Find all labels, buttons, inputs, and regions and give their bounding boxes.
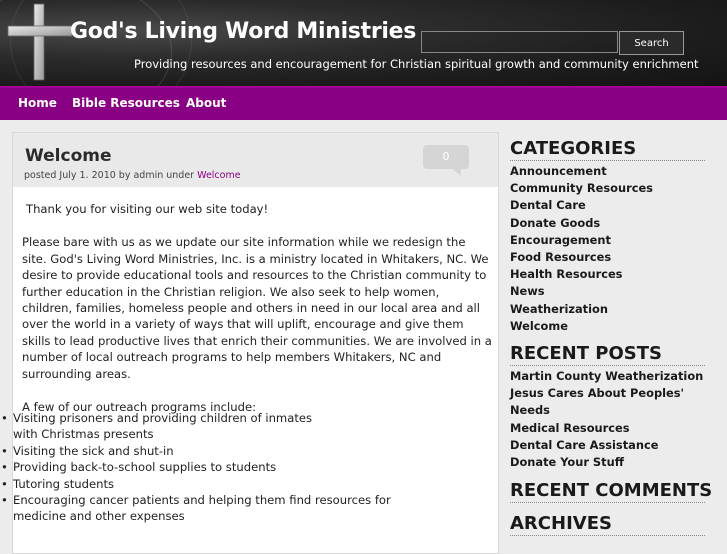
nav-item-about[interactable]: About	[186, 96, 227, 110]
search-input[interactable]	[421, 31, 618, 53]
post-header	[13, 133, 498, 187]
list-item	[1, 476, 493, 492]
site-header	[0, 0, 727, 86]
category-link[interactable]: Food Resources	[510, 250, 612, 265]
bullet-icon: •	[1, 443, 8, 458]
nav-item-home[interactable]: Home	[18, 96, 57, 110]
category-link[interactable]: Dental Care	[510, 198, 586, 213]
recent-post-link[interactable]: Donate Your Stuff	[510, 455, 624, 470]
list-item-text: Encouraging cancer patients and helping them find resources for	[13, 493, 391, 508]
list-item	[1, 459, 493, 475]
category-link[interactable]: News	[510, 284, 545, 299]
recent-post-link[interactable]: Medical Resources	[510, 420, 630, 435]
category-link[interactable]: Announcement	[510, 164, 607, 178]
bullet-icon: •	[1, 411, 8, 425]
recent-post-link[interactable]: Martin County Weatherization	[510, 369, 704, 384]
bullet-icon: •	[1, 476, 8, 491]
post-meta-text: posted July 1. 2010 by admin under	[24, 170, 198, 181]
bullet-icon: •	[1, 493, 8, 508]
category-link[interactable]: Donate Goods	[510, 215, 601, 230]
recent-posts-list	[510, 368, 705, 471]
post-intro: Thank you for visiting our web site today!	[26, 202, 269, 216]
category-link[interactable]: Welcome	[510, 318, 568, 333]
post-programs-intro: A few of our outreach programs include:	[22, 400, 257, 415]
list-item	[1, 492, 493, 525]
comment-count-bubble[interactable]: 0	[423, 145, 469, 169]
recent-comments-heading: RECENT COMMENTS	[510, 480, 713, 502]
site-tagline: Providing resources and encouragement for Christian spiritual growth and community enrichment	[134, 57, 699, 71]
post-body	[22, 201, 492, 415]
category-link[interactable]: Weatherization	[510, 301, 608, 316]
categories-list	[510, 163, 705, 335]
list-item-text: Providing back-to-school supplies to students	[13, 460, 277, 475]
category-link[interactable]: Community Resources	[510, 181, 653, 196]
sidebar	[510, 132, 713, 536]
site-title[interactable]: God's Living Word Ministries	[70, 19, 417, 44]
nav-item-bible-resources[interactable]: Bible Resources	[72, 96, 180, 110]
search-button[interactable]: Search	[619, 31, 684, 55]
recent-posts-heading: RECENT POSTS	[510, 343, 705, 366]
main-nav	[0, 86, 727, 120]
cross-logo-icon	[4, 2, 76, 82]
list-item-text: medicine and other expenses	[13, 509, 185, 524]
bullet-icon: •	[1, 460, 8, 475]
category-link[interactable]: Health Resources	[510, 267, 623, 282]
list-item	[1, 410, 493, 443]
post-title[interactable]: Welcome	[25, 146, 112, 166]
list-item-text: Tutoring students	[13, 476, 115, 491]
list-item-text: with Christmas presents	[13, 427, 154, 442]
list-item-text: Visiting the sick and shut-in	[13, 443, 174, 458]
archives-heading: ARCHIVES	[510, 513, 705, 536]
post-meta	[24, 170, 241, 181]
categories-heading: CATEGORIES	[510, 138, 705, 161]
outreach-program-list	[1, 410, 493, 525]
post-category-link[interactable]: Welcome	[197, 170, 241, 181]
recent-post-link[interactable]: Jesus Cares About Peoples' Needs	[510, 386, 684, 418]
list-item	[1, 443, 493, 459]
post-paragraph: Please bare with us as we update our site information while we redesign the site. God's Living Word Ministries, Inc. is a ministry located in Whitakers, NC. We desire to provide educational tools and resources to the Christian community to further education in the Christian religion. We also seek to help women, children, families, homeless people and others in need in our local area and all over the world in a variety of ways that will uplift, encourage and give them skills to lead productive lives that enrich their communities. We are involved in a number of local outreach programs to help members Whitakers, NC and surrounding areas.	[22, 235, 492, 381]
list-item-text: Visiting prisoners and providing children of inmates	[13, 411, 313, 425]
recent-post-link[interactable]: Dental Care Assistance	[510, 437, 659, 452]
category-link[interactable]: Encouragement	[510, 232, 611, 247]
